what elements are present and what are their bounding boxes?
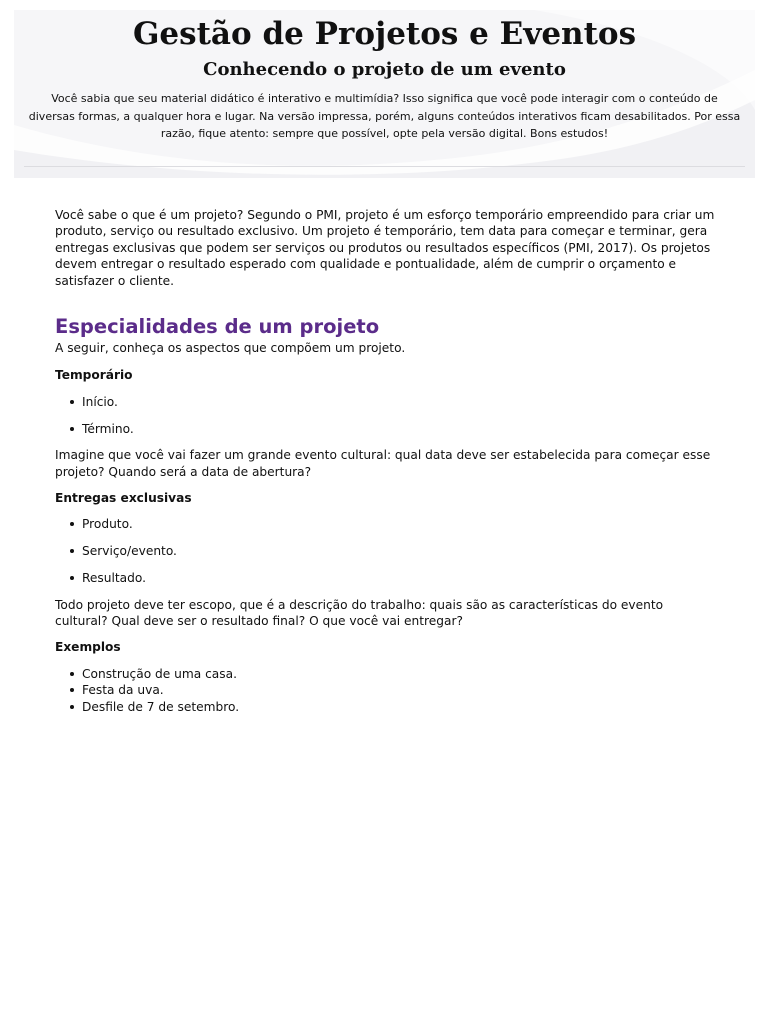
heading-entregas-exclusivas: Entregas exclusivas — [55, 490, 192, 505]
paragraph-entregas: Todo projeto deve ter escopo, que é a descrição do trabalho: quais são as características do evento cultural? Qual deve ser o resultado final? O que você vai entregar? — [55, 597, 664, 628]
header-divider — [24, 166, 745, 167]
intro-paragraph: Você sabe o que é um projeto? Segundo o PMI, projeto é um esforço temporário empreendido para criar um produto, serviço ou resultado exclusivo. Um projeto é temporário, tem data para começar e terminar, gera entregas exclusivas que podem ser serviços ou produtos ou resultados específicos (PMI, 2017). Os projetos devem entregar o resultado esperado com qualidade e pontualidade, além de cumprir o orçamento e satisfazer o cliente. — [55, 208, 715, 288]
page-title: Gestão de Projetos e Eventos — [132, 16, 637, 52]
list-item: Serviço/evento. — [70, 543, 715, 559]
list-temporario — [55, 394, 715, 437]
list-item: Resultado. — [70, 570, 715, 586]
digital-version-notice: Você sabia que seu material didático é interativo e multimídia? Isso significa que você pode interagir com o conteúdo de diversas formas, a qualquer hora e lugar. Na versão impressa, porém, alguns conteúdos interativos ficam desabilitados. Por essa razão, fique atento: sempre que possível, opte pela versão digital. Bons estudos! — [28, 92, 741, 140]
paragraph-temporario: Imagine que você vai fazer um grande evento cultural: qual data deve ser estabelecida para começar esse projeto? Quando será a data de abertura? — [55, 448, 711, 479]
list-item: Término. — [70, 421, 715, 437]
section-lead: A seguir, conheça os aspectos que compõem um projeto. — [55, 341, 406, 356]
list-entregas-exclusivas — [55, 516, 715, 586]
main-content — [55, 207, 715, 725]
list-exemplos — [55, 666, 715, 715]
page-header — [14, 10, 755, 178]
list-item: Desfile de 7 de setembro. — [70, 699, 715, 715]
list-item: Produto. — [70, 516, 715, 532]
list-item: Construção de uma casa. — [70, 666, 715, 682]
section-title: Especialidades de um projeto — [55, 315, 380, 339]
heading-exemplos: Exemplos — [55, 640, 121, 655]
page-subtitle: Conhecendo o projeto de um evento — [203, 59, 566, 80]
list-item: Início. — [70, 394, 715, 410]
heading-temporario: Temporário — [55, 368, 133, 383]
list-item: Festa da uva. — [70, 682, 715, 698]
